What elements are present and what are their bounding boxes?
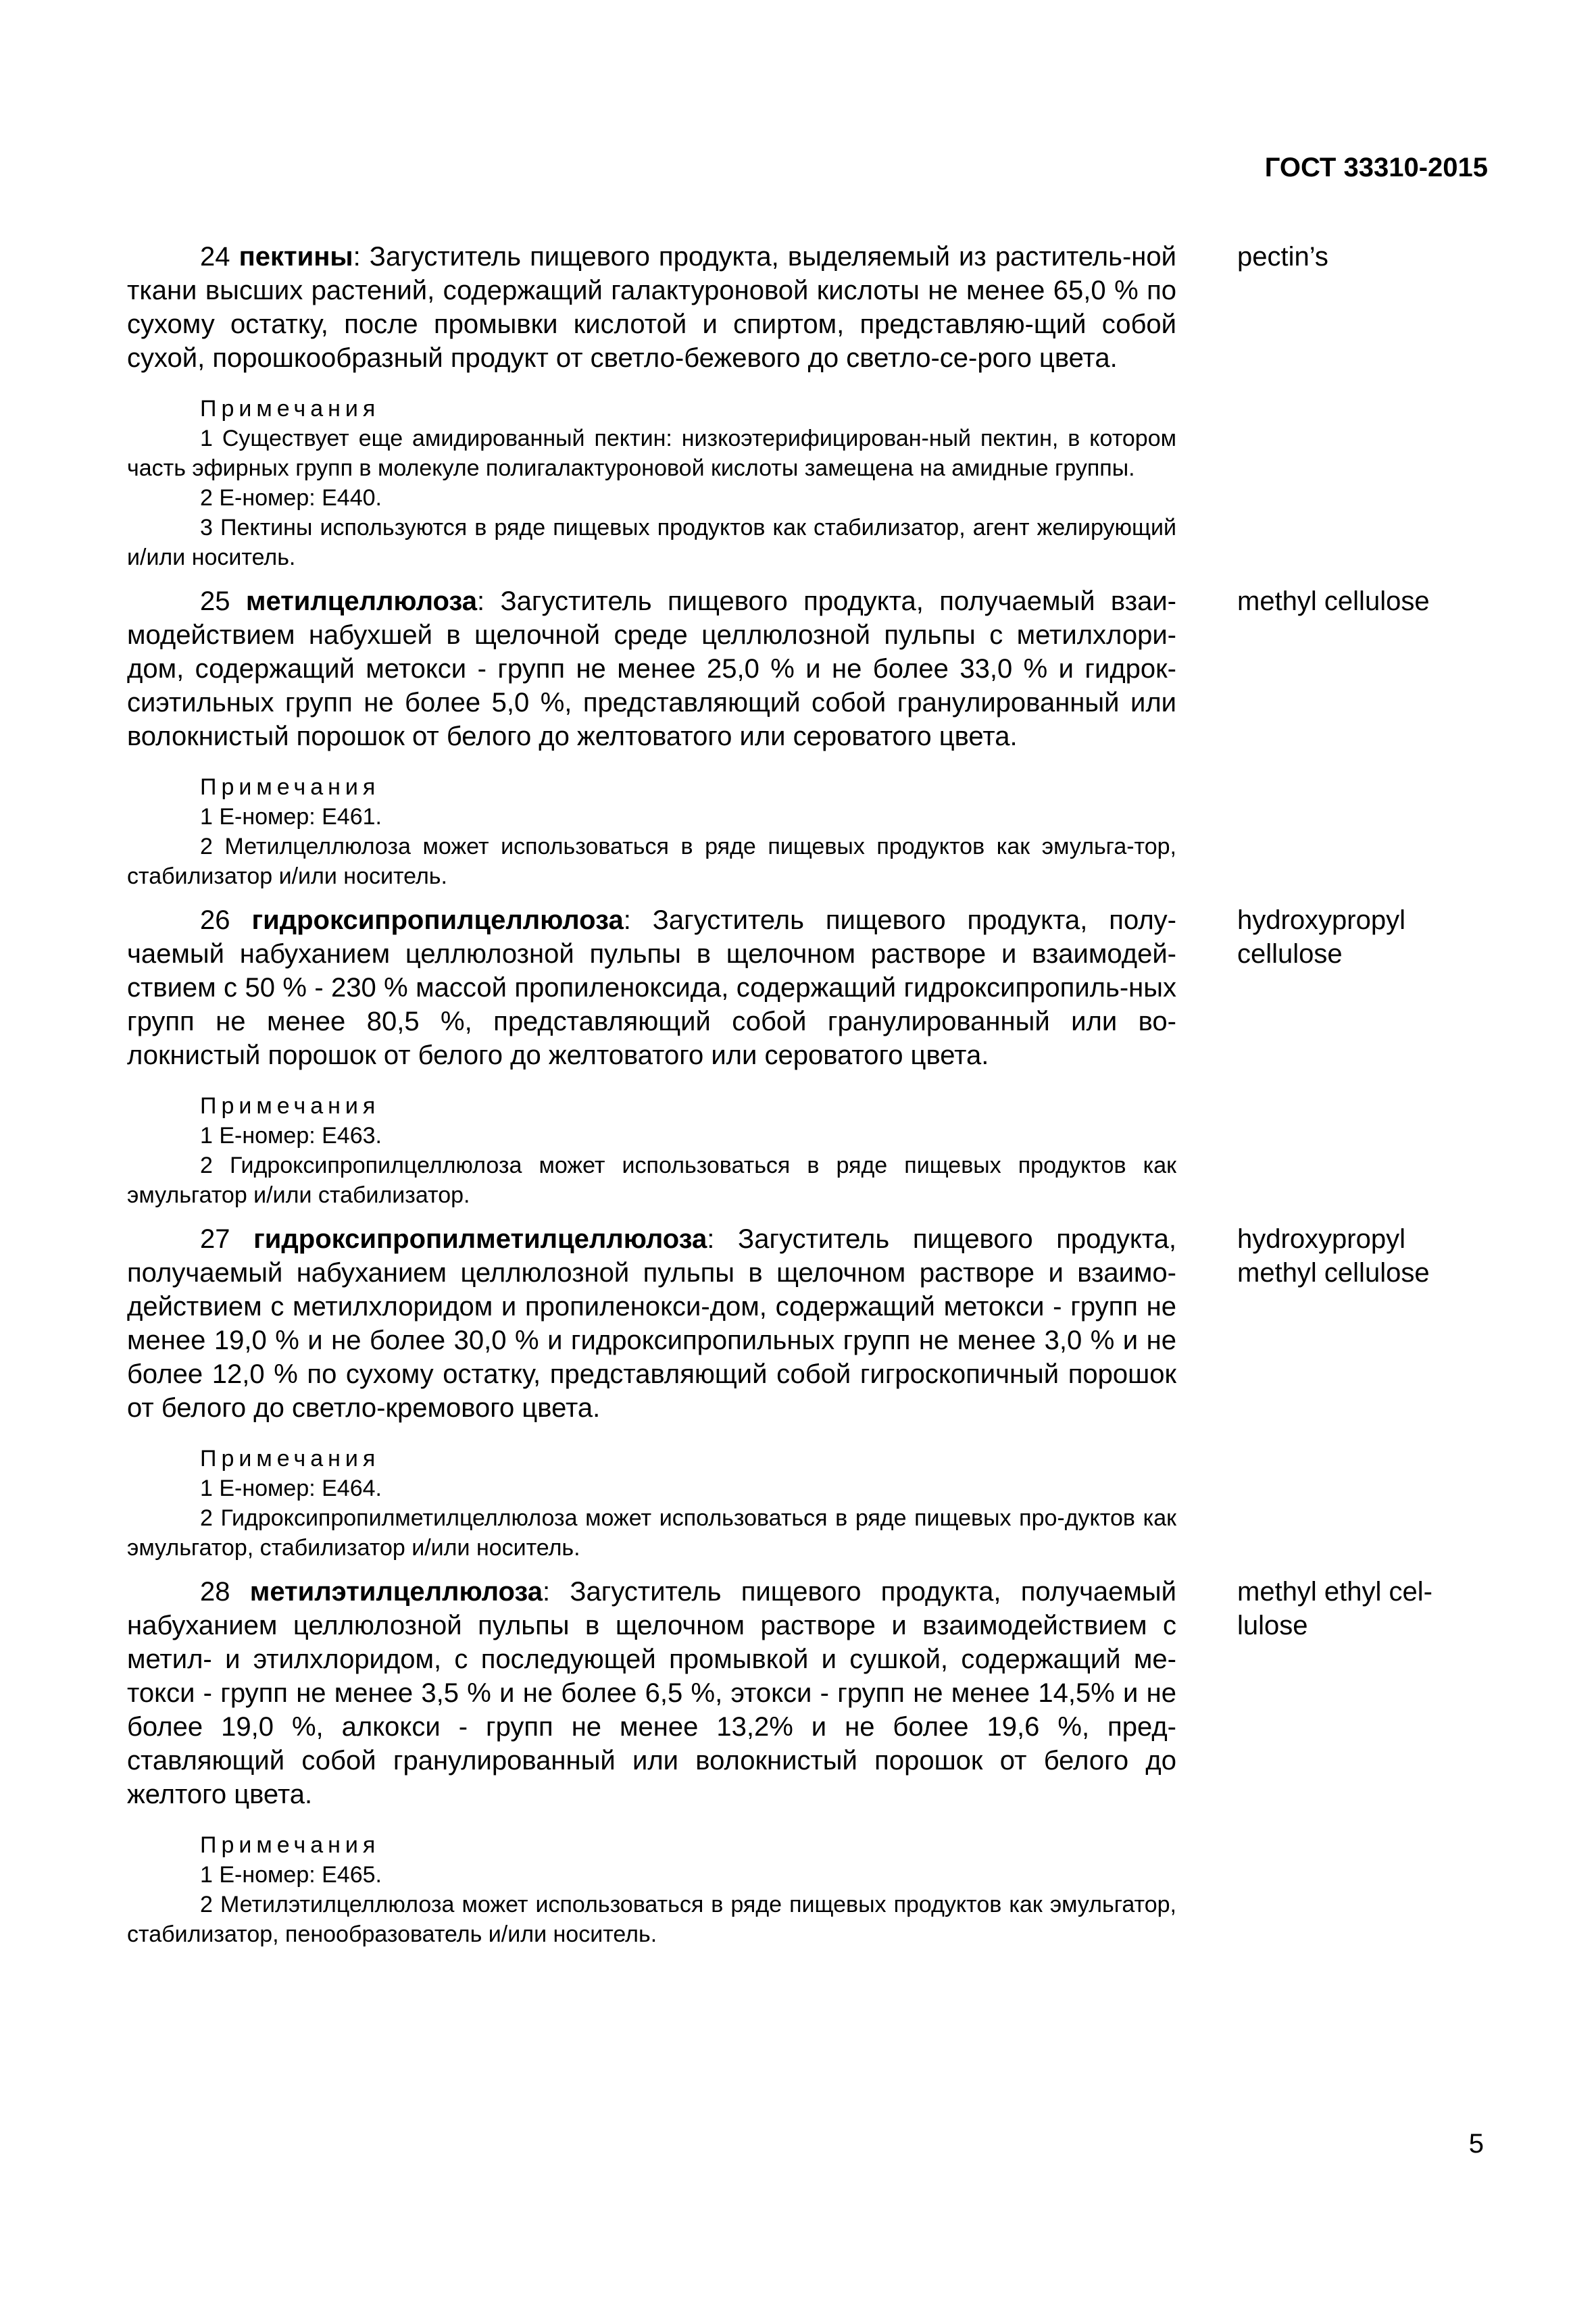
term-entry: [127, 1575, 1492, 1949]
standard-code: ГОСТ 33310-2015: [1264, 153, 1488, 182]
term-number: 27: [200, 1224, 230, 1254]
term-definition: [127, 1222, 1176, 1425]
term-entry: [127, 1222, 1492, 1563]
entry-main: [127, 1222, 1176, 1563]
notes-heading: Примечания: [200, 396, 380, 422]
notes-heading: Примечания: [200, 774, 380, 800]
definition-text: : Загуститель пищевого продукта, получаемый набуханием целлюлозной пульпы в щелочном растворе и взаимодействием с метил- и этилхлоридом, с последующей промывкой и сушкой, содержащий ме-токси - групп не менее 3,5 % и не более 6,5 %, этокси - групп не менее 14,5% и не более 19,0 %, алкокси - групп не менее 13,2% и не более 19,6 %, пред-ставляющий собой гранулированный или волокнистый порошок от белого до желтого цвета.: [127, 1577, 1176, 1809]
term-definition: [127, 1575, 1176, 1811]
term-number: 26: [200, 905, 230, 935]
definition-text: : Загуститель пищевого продукта, выделяемый из раститель-ной ткани высших растений, содержащий галактуроновой кислоты не менее 65,0 % по сухому остатку, после промывки кислотой и спиртом, представляю-щий собой сухой, порошкообразный продукт от светло-бежевого до светло-се-рого цвета.: [127, 242, 1176, 373]
entry-main: [127, 903, 1176, 1210]
notes-block: [127, 1830, 1176, 1949]
term-name: гидроксипропилметилцеллюлоза: [253, 1224, 707, 1254]
note-item: 1 Е-номер: Е465.: [200, 1862, 382, 1888]
note-item: 3 Пектины используются в ряде пищевых продуктов как стабилизатор, агент желирующий и/или носитель.: [127, 515, 1176, 570]
notes-block: [127, 1091, 1176, 1210]
english-equivalent: methyl ethyl cel-lulose: [1237, 1577, 1432, 1640]
term-number: 28: [200, 1577, 230, 1607]
notes-heading: Примечания: [200, 1832, 380, 1858]
note-item: 2 Гидроксипропилметилцеллюлоза может использоваться в ряде пищевых про-дуктов как эмульгатор, стабилизатор и/или носитель.: [127, 1505, 1176, 1561]
term-name: пектины: [239, 242, 353, 272]
term-entry: [127, 903, 1492, 1210]
definition-text: : Загуститель пищевого продукта, получаемый взаи-модействием набухшей в щелочной среде целлюлозной пульпы с метилхлори-дом, содержащий метокси - групп не менее 25,0 % и не более 33,0 % и гидрок-сиэтильных групп не более 5,0 %, представляющий собой гранулированный или волокнистый порошок от белого до желтоватого или сероватого цвета.: [127, 586, 1176, 751]
term-name: метилцеллюлоза: [245, 586, 477, 616]
term-number: 25: [200, 586, 230, 616]
note-item: 1 Е-номер: Е463.: [200, 1123, 382, 1149]
terms-list: [127, 240, 1492, 1949]
term-name: метилэтилцеллюлоза: [249, 1577, 543, 1607]
notes-heading: Примечания: [200, 1446, 380, 1472]
note-item: 2 Гидроксипропилцеллюлоза может использоваться в ряде пищевых продуктов как эмульгатор и/или стабилизатор.: [127, 1153, 1176, 1208]
entry-main: [127, 1575, 1176, 1949]
term-definition: [127, 240, 1176, 375]
term-definition: [127, 903, 1176, 1072]
notes-block: [127, 1444, 1176, 1563]
definition-text: : Загуститель пищевого продукта, получаемый набуханием целлюлозной пульпы в щелочном растворе и взаимо-действием с метилхлоридом и пропиленокси-дом, содержащий метокси - групп не менее 19,0 % и не более 30,0 % и гидроксипропильных групп не менее 3,0 % и не более 12,0 % по сухому остатку, представляющий собой гигроскопичный порошок от белого до светло-кремового цвета.: [127, 1224, 1176, 1423]
note-item: 2 Метилэтилцеллюлоза может использоваться в ряде пищевых продуктов как эмульгатор, стабилизатор, пенообразователь и/или носитель.: [127, 1892, 1176, 1947]
notes-block: [127, 772, 1176, 891]
english-equivalent: hydroxypropyl methyl cellulose: [1237, 1224, 1430, 1288]
entry-main: [127, 240, 1176, 572]
english-equivalent: hydroxypropyl cellulose: [1237, 905, 1406, 969]
note-item: 2 Метилцеллюлоза может использоваться в ряде пищевых продуктов как эмульга-тор, стабилизатор и/или носитель.: [127, 834, 1176, 889]
english-equivalent: pectin’s: [1237, 242, 1328, 272]
term-definition: [127, 584, 1176, 753]
term-number: 24: [200, 242, 230, 272]
notes-heading: Примечания: [200, 1093, 380, 1119]
note-item: 1 Существует еще амидированный пектин: низкоэтерифицирован-ный пектин, в котором часть эфирных групп в молекуле полигалактуроновой кислоты замещена на амидные группы.: [127, 426, 1176, 481]
note-item: 1 Е-номер: Е461.: [200, 804, 382, 830]
notes-block: [127, 394, 1176, 572]
definition-text: : Загуститель пищевого продукта, полу-чаемый набуханием целлюлозной пульпы в щелочном растворе и взаимодей-ствием с 50 % - 230 % массой пропиленоксида, содержащий гидроксипропиль-ных групп не менее 80,5 %, представляющий собой гранулированный или во-локнистый порошок от белого до желтоватого или сероватого цвета.: [127, 905, 1176, 1070]
note-item: 2 Е-номер: Е440.: [200, 485, 382, 511]
term-entry: [127, 584, 1492, 891]
note-item: 1 Е-номер: Е464.: [200, 1476, 382, 1501]
term-entry: [127, 240, 1492, 572]
english-equivalent: methyl cellulose: [1237, 586, 1430, 616]
entry-main: [127, 584, 1176, 891]
term-name: гидроксипропилцеллюлоза: [251, 905, 624, 935]
page-number: 5: [1468, 2129, 1484, 2159]
